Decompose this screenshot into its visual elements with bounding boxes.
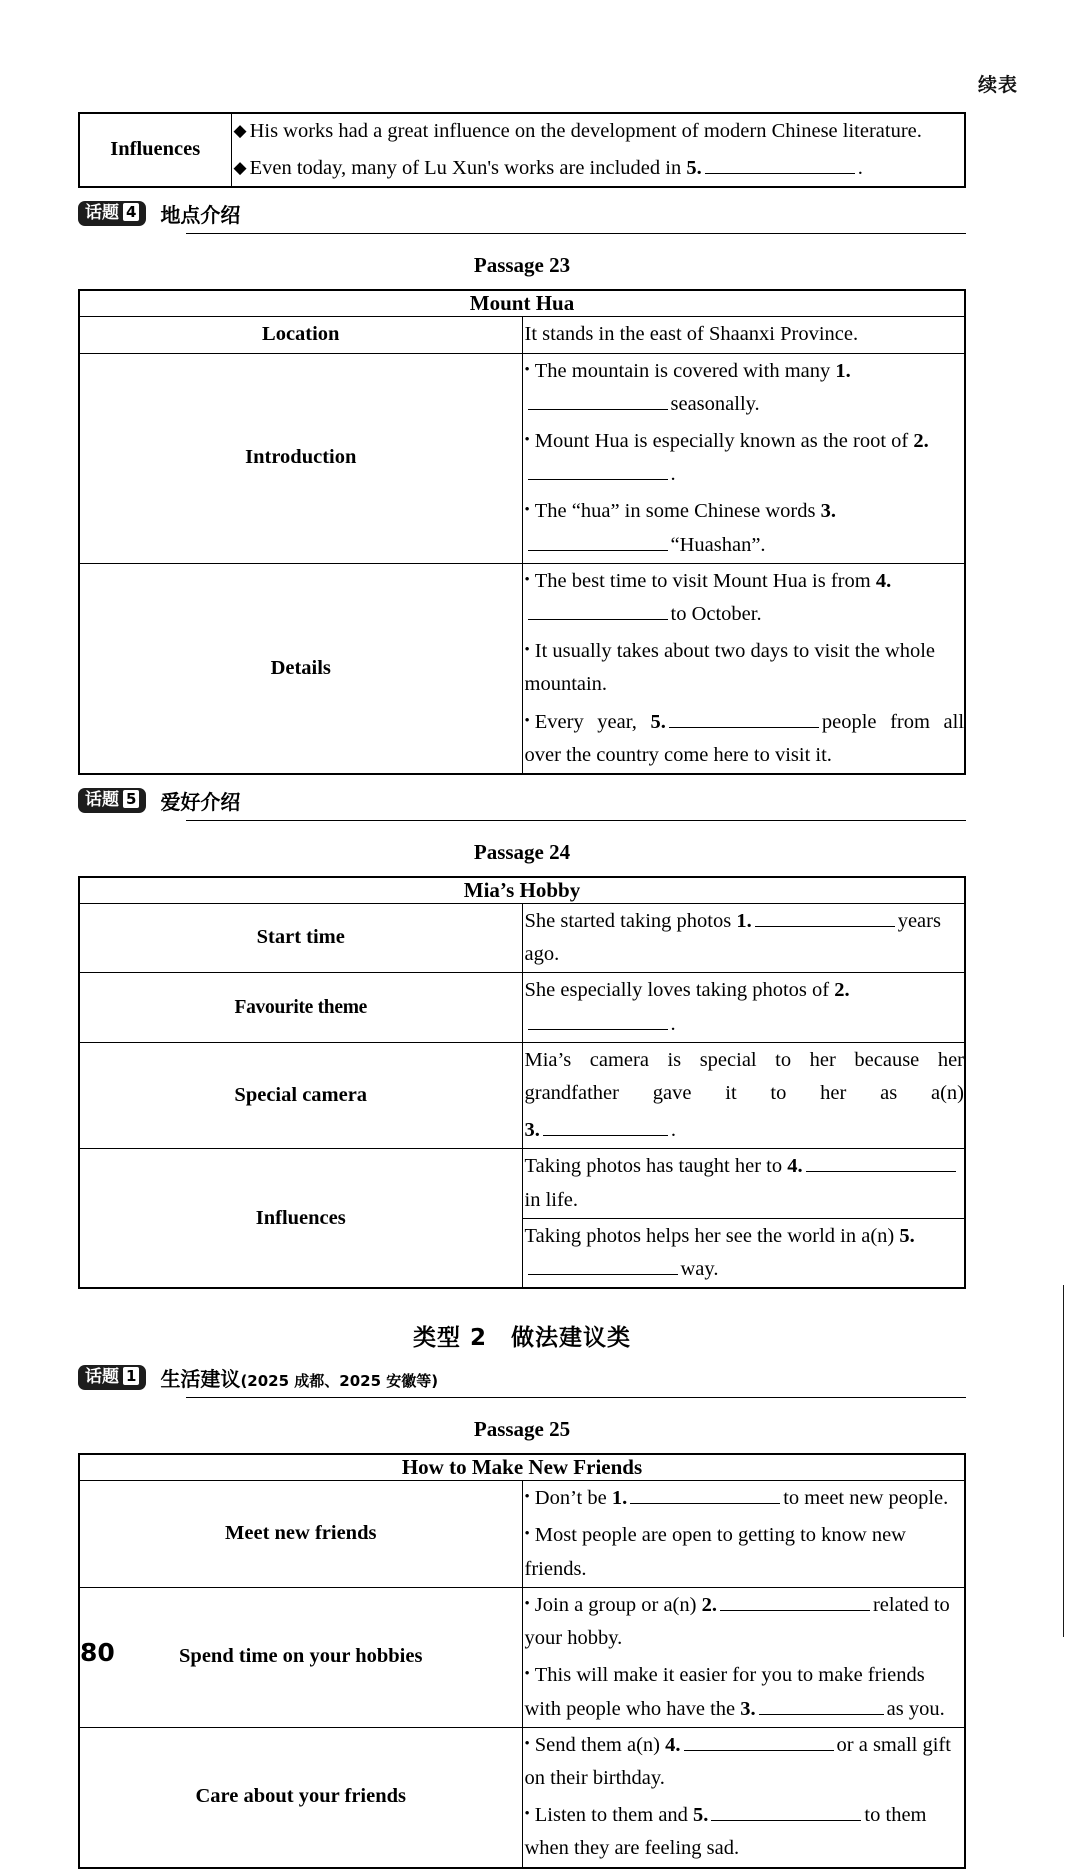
- round-bullet-icon: •: [524, 642, 530, 659]
- table-row: [79, 973, 965, 1042]
- round-bullet-icon: •: [524, 1489, 530, 1506]
- blank-number: 1.: [736, 910, 752, 933]
- list-item: [523, 495, 965, 561]
- round-bullet-icon: •: [524, 432, 530, 449]
- row-label: Special camera: [79, 1042, 522, 1149]
- row-body: [522, 317, 965, 353]
- row-body: [522, 1218, 965, 1288]
- answer-blank[interactable]: [755, 906, 895, 928]
- blank-number: 4.: [875, 569, 892, 592]
- topic-badge-number: 1: [123, 1367, 139, 1385]
- answer-blank[interactable]: [528, 388, 668, 410]
- topic-badge-number: 5: [123, 790, 139, 808]
- answer-blank[interactable]: [528, 1254, 678, 1276]
- row-label: Meet new friends: [79, 1481, 522, 1588]
- line-suffix: “Huashan”.: [670, 533, 766, 556]
- list-item: [232, 115, 965, 148]
- line-text: Even today, many of Lu Xun's works are included in: [249, 157, 682, 180]
- line-text: It stands in the east of Shaanxi Province.: [524, 323, 859, 346]
- table-row: [79, 877, 965, 904]
- table-title: Mount Hua: [79, 290, 965, 317]
- passage-25-table: [78, 1453, 966, 1868]
- table-row: [79, 1149, 965, 1218]
- answer-blank[interactable]: [669, 706, 819, 728]
- table-row: [79, 1042, 965, 1149]
- line-suffix: people from all over the country come here to visit it.: [524, 710, 965, 766]
- topic-badge-label: 话题: [85, 1367, 119, 1388]
- list-item: [523, 1659, 965, 1725]
- line-text: Don’t be: [534, 1487, 607, 1510]
- topic-rule: [186, 1397, 966, 1398]
- table-row: [79, 1587, 965, 1727]
- topic-badge: [78, 788, 146, 813]
- answer-blank[interactable]: [806, 1151, 956, 1173]
- line-suffix: to October.: [670, 603, 762, 626]
- line-suffix: or a small gift on their birthday.: [524, 1733, 951, 1789]
- topic-name-source: (2025 成都、2025 安徽等): [240, 1372, 439, 1391]
- row-body: [522, 353, 965, 563]
- topic-heading-4: [78, 202, 966, 236]
- round-bullet-icon: •: [524, 361, 530, 378]
- list-item: [523, 318, 965, 351]
- round-bullet-icon: •: [524, 712, 530, 729]
- passage-caption: Passage 23: [473, 253, 571, 278]
- table-row: [79, 1481, 965, 1588]
- topic-rule: [186, 233, 966, 234]
- topic-badge: [78, 201, 146, 226]
- table-title: How to Make New Friends: [79, 1454, 965, 1481]
- topic-name: [160, 1363, 438, 1392]
- row-body: [522, 1587, 965, 1727]
- answer-blank[interactable]: [759, 1693, 884, 1715]
- running-head: 续表: [977, 74, 1018, 96]
- line-suffix: as you.: [886, 1697, 945, 1720]
- topic-name: 地点介绍: [160, 203, 241, 228]
- page-content: [78, 112, 966, 1869]
- topic-heading-1: [78, 1366, 966, 1400]
- list-item: [523, 1482, 965, 1515]
- line-text: Listen to them and: [534, 1804, 688, 1827]
- line-text: Join a group or a(n): [534, 1593, 697, 1616]
- topic-badge-number: 4: [123, 203, 139, 221]
- right-margin-rule: [1063, 1285, 1064, 1637]
- list-item: [523, 706, 965, 772]
- row-label: Care about your friends: [79, 1727, 522, 1867]
- row-body: [522, 1149, 965, 1218]
- passage-23-table: [78, 289, 966, 775]
- row-body: [522, 904, 965, 973]
- line-text: The “hua” in some Chinese words: [534, 500, 816, 523]
- list-item: [523, 905, 965, 971]
- line-suffix: to them when they are feeling sad.: [524, 1804, 927, 1860]
- line-text: Mia’s camera is special to her because her grandfather gave it to her as a(n): [524, 1048, 964, 1105]
- blank-number: 3.: [820, 500, 836, 523]
- row-label: Favourite theme: [79, 973, 522, 1042]
- blank-number: 1.: [611, 1487, 628, 1510]
- answer-blank[interactable]: [684, 1729, 834, 1751]
- page-number: 80: [80, 1638, 115, 1667]
- list-item: [523, 1044, 965, 1110]
- list-item: [523, 635, 965, 701]
- continued-table: [78, 112, 966, 188]
- table-row: [79, 317, 965, 353]
- table-row: [79, 1727, 965, 1867]
- row-label: Start time: [79, 904, 522, 973]
- answer-blank[interactable]: [528, 599, 668, 621]
- blank-number: 2.: [701, 1593, 717, 1616]
- table-row: [79, 353, 965, 563]
- list-item: [523, 565, 965, 631]
- answer-blank[interactable]: [705, 153, 855, 175]
- round-bullet-icon: •: [524, 1666, 530, 1683]
- list-item: [523, 1589, 965, 1655]
- line-text: Taking photos has taught her to: [524, 1155, 783, 1178]
- line-text: The mountain is covered with many: [534, 359, 831, 382]
- row-body: [522, 1481, 965, 1588]
- blank-number: 5.: [686, 157, 702, 180]
- round-bullet-icon: •: [524, 1806, 530, 1823]
- answer-blank[interactable]: [543, 1115, 668, 1137]
- list-item: [232, 152, 965, 185]
- answer-blank[interactable]: [528, 459, 668, 481]
- list-item: [523, 1220, 965, 1286]
- blank-number: 5.: [693, 1804, 709, 1827]
- line-suffix: way.: [680, 1258, 719, 1281]
- line-suffix: .: [670, 1119, 676, 1142]
- line-suffix: .: [857, 157, 863, 180]
- line-text: Most people are open to getting to know new friends.: [524, 1524, 906, 1580]
- line-text: Mount Hua is especially known as the root of: [534, 430, 909, 453]
- line-suffix: to meet new people.: [783, 1487, 949, 1510]
- row-body: [522, 973, 965, 1042]
- round-bullet-icon: •: [524, 1595, 530, 1612]
- round-bullet-icon: •: [524, 571, 530, 588]
- list-item: [523, 355, 965, 421]
- blank-number: 2.: [913, 430, 929, 453]
- topic-name-text: 生活建议: [160, 1367, 241, 1392]
- line-suffix: .: [670, 1012, 676, 1035]
- blank-number: 4.: [665, 1733, 681, 1756]
- diamond-bullet-icon: ◆: [233, 158, 247, 178]
- line-text: Send them a(n): [534, 1733, 661, 1756]
- topic-badge-label: 话题: [85, 203, 119, 224]
- row-label: Introduction: [79, 353, 522, 563]
- table-row: [79, 563, 965, 774]
- list-item: [523, 1729, 965, 1795]
- table-row: [79, 113, 965, 187]
- line-text: His works had a great influence on the development of modern Chinese literature.: [249, 120, 922, 142]
- row-label: Details: [79, 563, 522, 774]
- line-text: Taking photos helps her see the world in a(n): [524, 1224, 895, 1247]
- round-bullet-icon: •: [524, 1526, 530, 1543]
- row-body: [522, 1042, 965, 1149]
- blank-number: 4.: [787, 1155, 803, 1178]
- blank-number: 1.: [835, 359, 851, 382]
- line-suffix: .: [670, 463, 676, 486]
- line-suffix: related to your hobby.: [524, 1593, 950, 1650]
- row-body: [522, 1727, 965, 1867]
- list-item: [523, 1114, 965, 1147]
- line-suffix: years ago.: [524, 910, 941, 966]
- blank-number: 3.: [524, 1119, 540, 1142]
- diamond-bullet-icon: ◆: [233, 121, 247, 140]
- blank-number: 5.: [650, 710, 666, 733]
- row-body: [231, 113, 965, 187]
- passage-caption: Passage 25: [473, 1417, 571, 1442]
- row-label: Influences: [79, 1149, 522, 1288]
- table-title: Mia’s Hobby: [79, 877, 965, 904]
- line-suffix: in life.: [524, 1188, 579, 1211]
- line-text: Every year,: [534, 710, 637, 733]
- list-item: [523, 974, 965, 1040]
- list-item: [523, 425, 965, 491]
- table-row: [79, 904, 965, 973]
- answer-blank[interactable]: [528, 529, 668, 551]
- answer-blank[interactable]: [528, 1008, 668, 1030]
- list-item: [523, 1799, 965, 1865]
- line-text: The best time to visit Mount Hua is from: [534, 569, 871, 592]
- row-label: Location: [79, 317, 522, 353]
- line-text: She started taking photos: [524, 910, 732, 933]
- line-text: She especially loves taking photos of: [524, 979, 830, 1002]
- row-label: Spend time on your hobbies: [79, 1587, 522, 1727]
- table-row: [79, 290, 965, 317]
- topic-name: 爱好介绍: [160, 790, 241, 815]
- round-bullet-icon: •: [524, 502, 530, 519]
- line-suffix: seasonally.: [670, 392, 760, 415]
- blank-number: 2.: [834, 979, 850, 1002]
- answer-blank[interactable]: [630, 1483, 780, 1505]
- list-item: [523, 1150, 965, 1216]
- line-text: This will make it easier for you to make friends with people who have the: [524, 1664, 925, 1720]
- answer-blank[interactable]: [720, 1589, 870, 1611]
- row-body: [522, 563, 965, 774]
- table-row: [79, 1454, 965, 1481]
- row-label: Influences: [79, 113, 231, 187]
- topic-badge-label: 话题: [85, 790, 119, 811]
- topic-heading-5: [78, 789, 966, 823]
- list-item: [523, 1519, 965, 1585]
- blank-number: 3.: [740, 1697, 756, 1720]
- round-bullet-icon: •: [524, 1735, 530, 1752]
- passage-caption: Passage 24: [473, 840, 571, 865]
- topic-rule: [186, 820, 966, 821]
- topic-badge: [78, 1365, 146, 1390]
- answer-blank[interactable]: [711, 1800, 861, 1822]
- type-heading: 类型 2 做法建议类: [412, 1325, 631, 1352]
- passage-24-table: [78, 876, 966, 1289]
- blank-number: 5.: [899, 1224, 915, 1247]
- line-text: It usually takes about two days to visit the whole mountain.: [524, 640, 936, 696]
